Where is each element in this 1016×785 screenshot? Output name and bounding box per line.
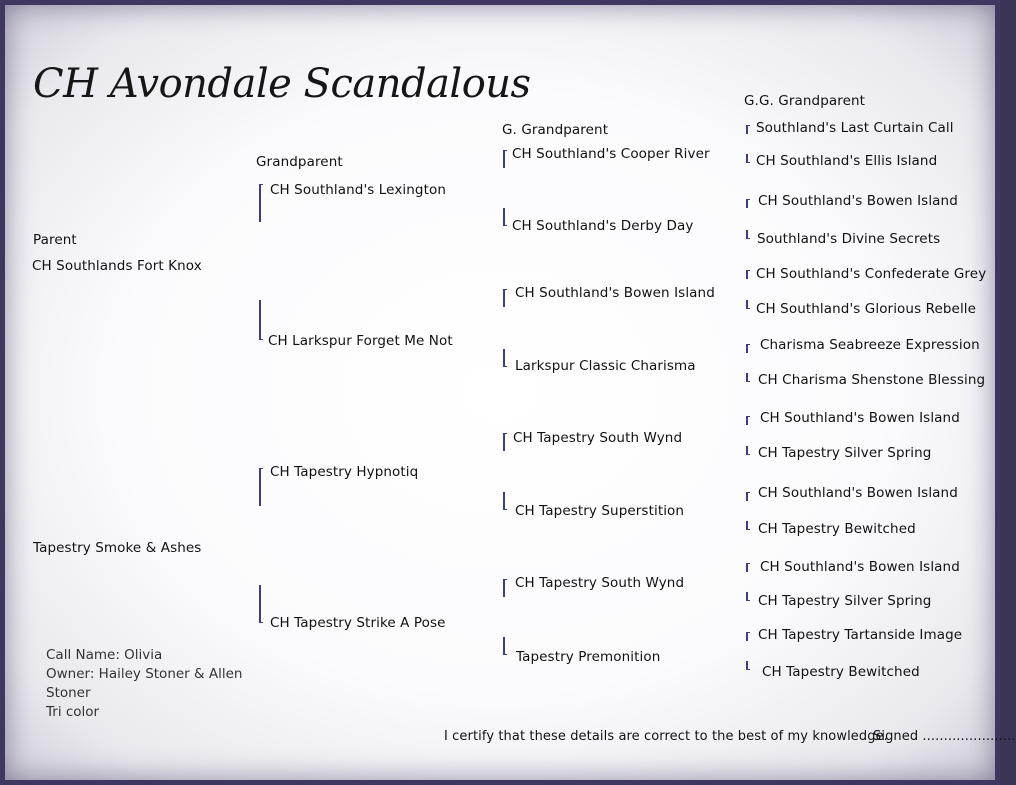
bracket-marker bbox=[746, 344, 748, 353]
bracket-marker bbox=[259, 468, 261, 506]
bracket-marker bbox=[746, 199, 748, 208]
grandparent-name: CH Southland's Lexington bbox=[270, 182, 447, 198]
bracket-marker bbox=[259, 585, 261, 623]
bracket-marker bbox=[746, 632, 748, 641]
gg-grandparent-name: Southland's Last Curtain Call bbox=[756, 120, 954, 136]
bracket-marker bbox=[746, 154, 748, 163]
bracket-marker bbox=[746, 230, 748, 239]
gg-grandparent-name: CH Tapestry Tartanside Image bbox=[758, 627, 963, 643]
owner-line-1: Owner: Hailey Stoner & Allen bbox=[46, 666, 243, 682]
dog-name-title: CH Avondale Scandalous bbox=[33, 61, 531, 107]
bracket-marker bbox=[503, 492, 505, 510]
bracket-marker bbox=[503, 349, 505, 367]
bracket-marker bbox=[746, 563, 748, 572]
g-grandparent-name: CH Southland's Derby Day bbox=[512, 218, 694, 234]
g-grandparent-name: CH Tapestry Superstition bbox=[515, 503, 685, 519]
g-grandparent-name: Larkspur Classic Charisma bbox=[515, 358, 696, 374]
bracket-marker bbox=[746, 125, 748, 134]
gg-grandparent-name: CH Southland's Bowen Island bbox=[758, 485, 958, 501]
grandparent-name: CH Tapestry Strike A Pose bbox=[270, 615, 446, 631]
signature-line: Signed ...................... bbox=[873, 729, 1016, 744]
g-grandparent-name: CH Southland's Bowen Island bbox=[515, 285, 715, 301]
grandparent-header: Grandparent bbox=[256, 154, 343, 170]
gg-grandparent-name: CH Tapestry Silver Spring bbox=[758, 445, 932, 461]
bracket-marker bbox=[746, 270, 748, 279]
bracket-marker bbox=[746, 521, 748, 530]
bracket-marker bbox=[503, 637, 505, 655]
gg-grandparent-name: CH Southland's Glorious Rebelle bbox=[756, 301, 977, 317]
sire: CH Southlands Fort Knox bbox=[32, 258, 202, 274]
bracket-marker bbox=[503, 433, 505, 451]
gg-grandparent-header: G.G. Grandparent bbox=[744, 93, 866, 109]
bracket-marker bbox=[746, 492, 748, 501]
coat-color: Tri color bbox=[46, 704, 100, 720]
g-grandparent-name: CH Tapestry South Wynd bbox=[513, 430, 683, 446]
g-grandparent-header: G. Grandparent bbox=[502, 122, 609, 138]
bracket-marker bbox=[259, 184, 261, 222]
gg-grandparent-name: CH Southland's Bowen Island bbox=[760, 559, 960, 575]
dam: Tapestry Smoke & Ashes bbox=[33, 540, 202, 556]
gg-grandparent-name: CH Tapestry Silver Spring bbox=[758, 593, 932, 609]
g-grandparent-name: CH Southland's Cooper River bbox=[512, 146, 710, 162]
gg-grandparent-name: Charisma Seabreeze Expression bbox=[760, 337, 980, 353]
grandparent-name: CH Tapestry Hypnotiq bbox=[270, 464, 419, 480]
gg-grandparent-name: CH Tapestry Bewitched bbox=[762, 664, 920, 680]
gg-grandparent-name: CH Charisma Shenstone Blessing bbox=[758, 372, 986, 388]
owner-line-2: Stoner bbox=[46, 685, 91, 701]
bracket-marker bbox=[503, 208, 505, 226]
bracket-marker bbox=[503, 579, 505, 597]
bracket-marker bbox=[746, 416, 748, 425]
gg-grandparent-name: CH Southland's Ellis Island bbox=[756, 153, 938, 169]
bracket-marker bbox=[746, 300, 748, 309]
gg-grandparent-name: CH Tapestry Bewitched bbox=[758, 521, 916, 537]
g-grandparent-name: CH Tapestry South Wynd bbox=[515, 575, 685, 591]
bracket-marker bbox=[746, 446, 748, 455]
gg-grandparent-name: CH Southland's Bowen Island bbox=[760, 410, 960, 426]
gg-grandparent-name: CH Southland's Confederate Grey bbox=[756, 266, 987, 282]
gg-grandparent-name: Southland's Divine Secrets bbox=[757, 231, 941, 247]
gg-grandparent-name: CH Southland's Bowen Island bbox=[758, 193, 958, 209]
bracket-marker bbox=[259, 300, 261, 340]
grandparent-name: CH Larkspur Forget Me Not bbox=[268, 333, 453, 349]
g-grandparent-name: Tapestry Premonition bbox=[516, 649, 661, 665]
bracket-marker bbox=[746, 592, 748, 601]
bracket-marker bbox=[503, 150, 505, 168]
call-name: Call Name: Olivia bbox=[46, 647, 163, 663]
bracket-marker bbox=[503, 289, 505, 307]
certification-statement: I certify that these details are correct to the best of my knowledge. bbox=[444, 729, 888, 744]
parent-header: Parent bbox=[33, 232, 77, 248]
bracket-marker bbox=[746, 373, 748, 382]
bracket-marker bbox=[746, 661, 748, 670]
